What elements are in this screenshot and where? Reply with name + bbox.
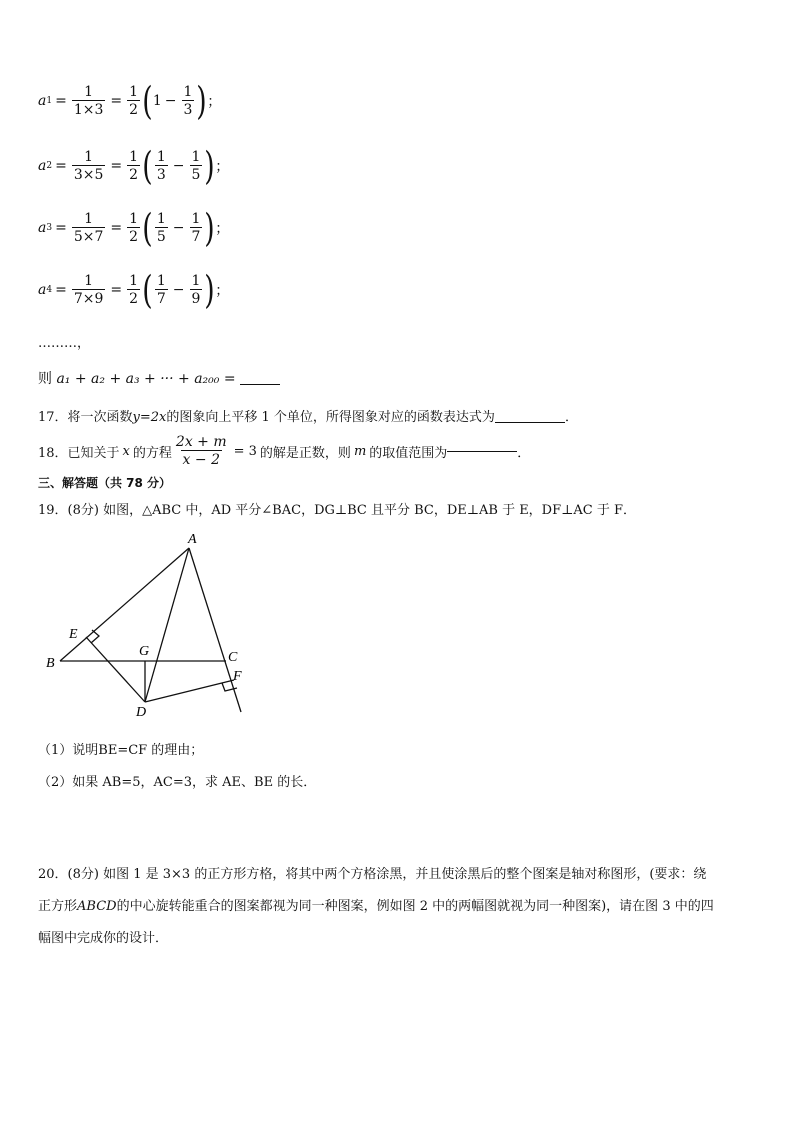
question-20-line3: 幅图中完成你的设计． [38, 931, 169, 946]
term-one: 1 [152, 93, 162, 109]
question-18: 18．已知关于 x 的方程 $\frac{2x + m}{x - 2}$ = 3 的解是正数，则 m 的取值范围为 ． [38, 434, 531, 468]
fraction: $\frac{1}{1\times 3}$ [73, 83, 104, 118]
segment-ac [189, 548, 241, 712]
fraction-half: $\frac{1}{2}$ [129, 210, 139, 245]
fraction: $\frac{1}{5}$ [191, 148, 201, 183]
subscript: 1 [46, 96, 53, 106]
fraction: $\frac{1}{9}$ [191, 272, 201, 307]
fraction-half: $\frac{1}{2}$ [129, 83, 139, 118]
question-20-line1: 20．(8分) 如图 1 是 3×3 的正方形方格，将其中两个方格涂黑，并且使涂黑后的整个图案是轴对称图形，(要求：绕 [38, 867, 707, 882]
fraction: $\frac{1}{3}$ [183, 83, 193, 118]
label-d: D [136, 705, 147, 720]
formula-a1: a 1 = $\frac{1}{1\times 3}$ = $\frac{1}{2}$ ( 1 − $\frac{1}{3}$ ) ； [38, 79, 222, 123]
label-g: G [139, 644, 150, 659]
question-19-part1: （1）说明BE=CF 的理由； [38, 743, 204, 758]
fraction-half: $\frac{1}{2}$ [129, 148, 139, 183]
segment-ad [145, 548, 189, 702]
formula-a4: a 4 = $\frac{1}{7\times 9}$ = $\frac{1}{2}$ ( $\frac{1}{7}$ − $\frac{1}{9}$ ) ； [38, 268, 230, 312]
fraction: $\frac{1}{3}$ [156, 148, 166, 183]
segment-de [86, 637, 145, 702]
function-expr: y=2x [132, 410, 167, 425]
fraction-half: $\frac{1}{2}$ [129, 272, 139, 307]
answer-blank[interactable] [240, 384, 280, 385]
fraction: $\frac{1}{7}$ [191, 210, 201, 245]
sum-prefix: 则 [38, 371, 52, 387]
fraction: $\frac{1}{5\times 7}$ [73, 210, 104, 245]
ellipsis-line: ………， [38, 336, 91, 351]
sum-line [38, 368, 280, 388]
semicolon: ； [207, 94, 222, 110]
sum-terms: a₁ + a₂ + a₃ + ··· + a₂₀₀ = [56, 371, 236, 387]
question-20-line2: 正方形ABCD的中心旋转能重合的图案都视为同一种图案，例如图 2 中的两幅图就视为同一种图案)，请在图 3 中的四 [38, 899, 714, 914]
section-heading: 三、解答题（共 78 分） [38, 476, 172, 490]
equation-fraction: $\frac{2x + m}{x - 2}$ [175, 434, 227, 468]
label-f: F [233, 669, 242, 684]
square-name: ABCD [77, 899, 117, 914]
label-c: C [228, 650, 238, 665]
segment-ab [60, 548, 189, 661]
question-19-stem: 19．(8分) 如图，△ABC 中，AD 平分∠BAC，DG⊥BC 且平分 BC，DE⊥AB 于 E，DF⊥AC 于 F． [38, 503, 636, 518]
question-19-part2: （2）如果 AB=5，AC=3，求 AE、BE 的长． [38, 775, 317, 790]
formula-a3: a 3 = $\frac{1}{5\times 7}$ = $\frac{1}{2}$ ( $\frac{1}{5}$ − $\frac{1}{7}$ ) ； [38, 206, 230, 250]
label-a: A [188, 532, 197, 547]
label-e: E [69, 627, 78, 642]
triangle-figure [40, 530, 260, 725]
right-angle-f [222, 683, 237, 691]
segment-df [145, 680, 234, 702]
fraction: $\frac{1}{5}$ [156, 210, 166, 245]
answer-blank-17[interactable] [495, 422, 565, 423]
fraction: $\frac{1}{7\times 9}$ [73, 272, 104, 307]
answer-blank-18[interactable] [447, 451, 517, 452]
var-a: a [38, 93, 47, 109]
formula-a2: a 2 = $\frac{1}{3\times 5}$ = $\frac{1}{2}$ ( $\frac{1}{3}$ − $\frac{1}{5}$ ) ； [38, 144, 230, 188]
question-17: 17．将一次函数y=2x的图象向上平移 1 个单位，所得图象对应的函数表达式为 ． [38, 410, 578, 425]
label-b: B [46, 656, 55, 671]
fraction: $\frac{1}{3\times 5}$ [73, 148, 104, 183]
fraction: $\frac{1}{7}$ [156, 272, 166, 307]
